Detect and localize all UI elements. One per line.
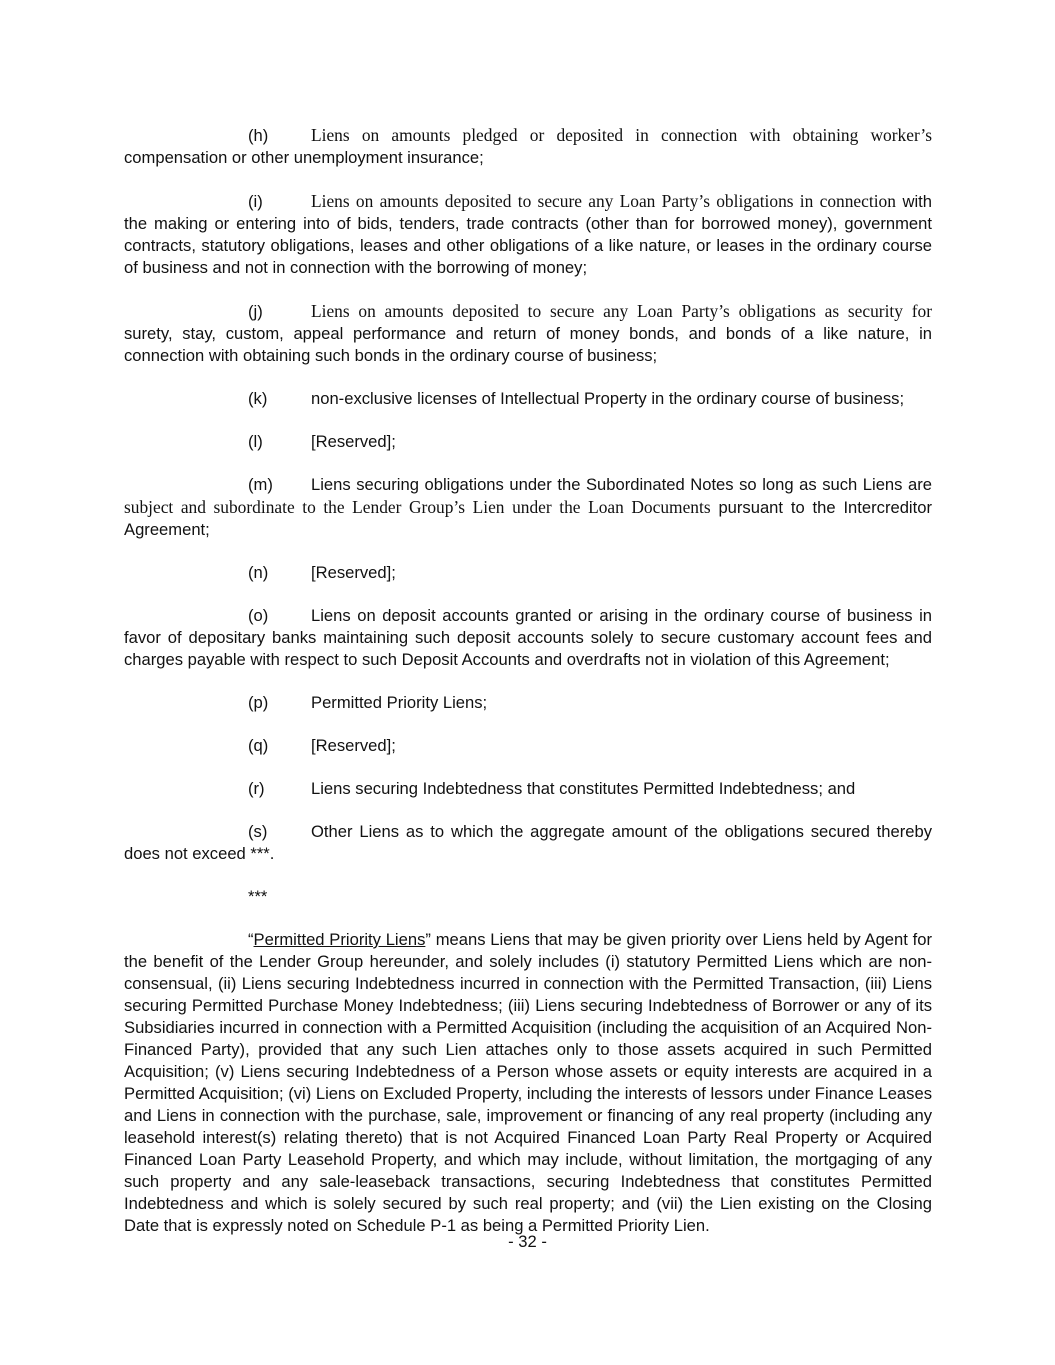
clause-s <box>124 821 932 865</box>
clause-text: Liens on amounts pledged or deposited in connection with obtaining worker’s <box>311 125 932 145</box>
clause-text-rest: surety, stay, custom, appeal performance and return of money bonds, and bonds of a like nature, in connection with obtaining such bonds in the ordinary course of business; <box>124 324 932 365</box>
clause-label: (o) <box>248 606 269 625</box>
clause-o <box>124 605 932 671</box>
clause-i <box>124 190 932 279</box>
clause-text-serif: subject and subordinate to the Lender Group’s Lien under the Loan Documents <box>124 497 711 517</box>
clause-text: [Reserved]; <box>311 432 396 451</box>
clause-text: Liens on amounts deposited to secure any Loan Party’s obligations as security for <box>311 301 932 321</box>
clause-text: Permitted Priority Liens; <box>311 693 488 712</box>
clause-label: (h) <box>248 126 269 145</box>
clause-label: (l) <box>248 432 263 451</box>
clause-l <box>248 431 932 453</box>
clause-h <box>124 124 932 169</box>
clause-label: (p) <box>248 693 269 712</box>
clause-q <box>248 735 932 757</box>
section-separator: *** <box>248 887 268 906</box>
clause-label: (k) <box>248 389 268 408</box>
clause-text: Liens securing Indebtedness that constitutes Permitted Indebtedness; and <box>311 779 856 798</box>
close-quote: ” <box>425 930 431 949</box>
clause-text-rest: with the making or entering into of bids, tenders, trade contracts (other than for borrowed money), government contracts, statutory obligations, leases and other obligations of a like nature, or leases in the ordinary course of business and not in connection with the borrowing of money; <box>124 192 932 277</box>
definition-body: means Liens that may be given priority over Liens held by Agent for the benefit of the Lender Group hereunder, and solely includes (i) statutory Permitted Liens which are non-consensual, (ii) Liens securing Indebtedness incurred in connection with the Permitted Transaction, (iii) Liens securing Permitted Purchase Money Indebtedness; (iii) Liens securing Indebtedness of Borrower or any of its Subsidiaries incurred in connection with a Permitted Acquisition (including the acquisition of an Acquired Non-Financed Party), provided that any such Lien attaches only to those assets acquired in such Permitted Acquisition; (v) Liens securing Indebtedness of a Person whose assets or equity interests are acquired in a Permitted Acquisition; (vi) Liens on Excluded Property, including the interests of lessors under Finance Leases and Liens in connection with the purchase, sale, improvement or financing of any real property (including any leasehold interest(s) relating thereto) that is not Acquired Financed Loan Party Real Property or Acquired Financed Loan Party Leasehold Property, and which may include, without limitation, the mortgaging of any such property and any sale-leaseback transactions, securing Indebtedness that constitutes Permitted Indebtedness and which is solely secured by such real property; and (vii) the Lien existing on the Closing Date that is expressly noted on Schedule P-1 as being a Permitted Priority Lien. <box>124 930 933 1235</box>
defined-term: Permitted Priority Liens <box>253 930 426 949</box>
clause-k <box>248 388 932 410</box>
page-number: - 32 - <box>508 1232 547 1251</box>
clause-r <box>248 778 932 800</box>
clause-label: (r) <box>248 779 265 798</box>
clause-p <box>248 692 932 714</box>
clause-label: (n) <box>248 563 269 582</box>
clause-m <box>124 474 932 541</box>
clause-label: (m) <box>248 475 273 494</box>
clause-text: Liens securing obligations under the Subordinated Notes so long as such Liens are <box>311 475 932 494</box>
open-quote: “ <box>248 930 254 949</box>
clause-label: (q) <box>248 736 269 755</box>
clause-text: Liens on amounts deposited to secure any Loan Party’s obligations in connection <box>311 191 896 211</box>
clause-text: Liens on deposit accounts granted or arising in the ordinary course of business in favor of depositary banks maintaining such deposit accounts solely to secure customary account fees and charges payable with respect to such Deposit Accounts and overdrafts not in violation of this Agreement; <box>124 606 932 669</box>
clause-text: non-exclusive licenses of Intellectual Property in the ordinary course of business; <box>311 389 905 408</box>
clause-text: Other Liens as to which the aggregate amount of the obligations secured thereby does not exceed ***. <box>124 822 932 863</box>
definition-permitted-priority-liens <box>124 929 932 1237</box>
clause-label: (i) <box>248 192 263 211</box>
clause-text-rest: pursuant to the Intercreditor Agreement; <box>124 498 932 539</box>
document-page <box>124 124 932 1258</box>
clause-text: [Reserved]; <box>311 563 396 582</box>
clause-text: [Reserved]; <box>311 736 396 755</box>
clause-n <box>248 562 932 584</box>
clause-label: (j) <box>248 302 263 321</box>
clause-text-rest: compensation or other unemployment insurance; <box>124 148 484 167</box>
clause-label: (s) <box>248 822 268 841</box>
clause-j <box>124 300 932 367</box>
